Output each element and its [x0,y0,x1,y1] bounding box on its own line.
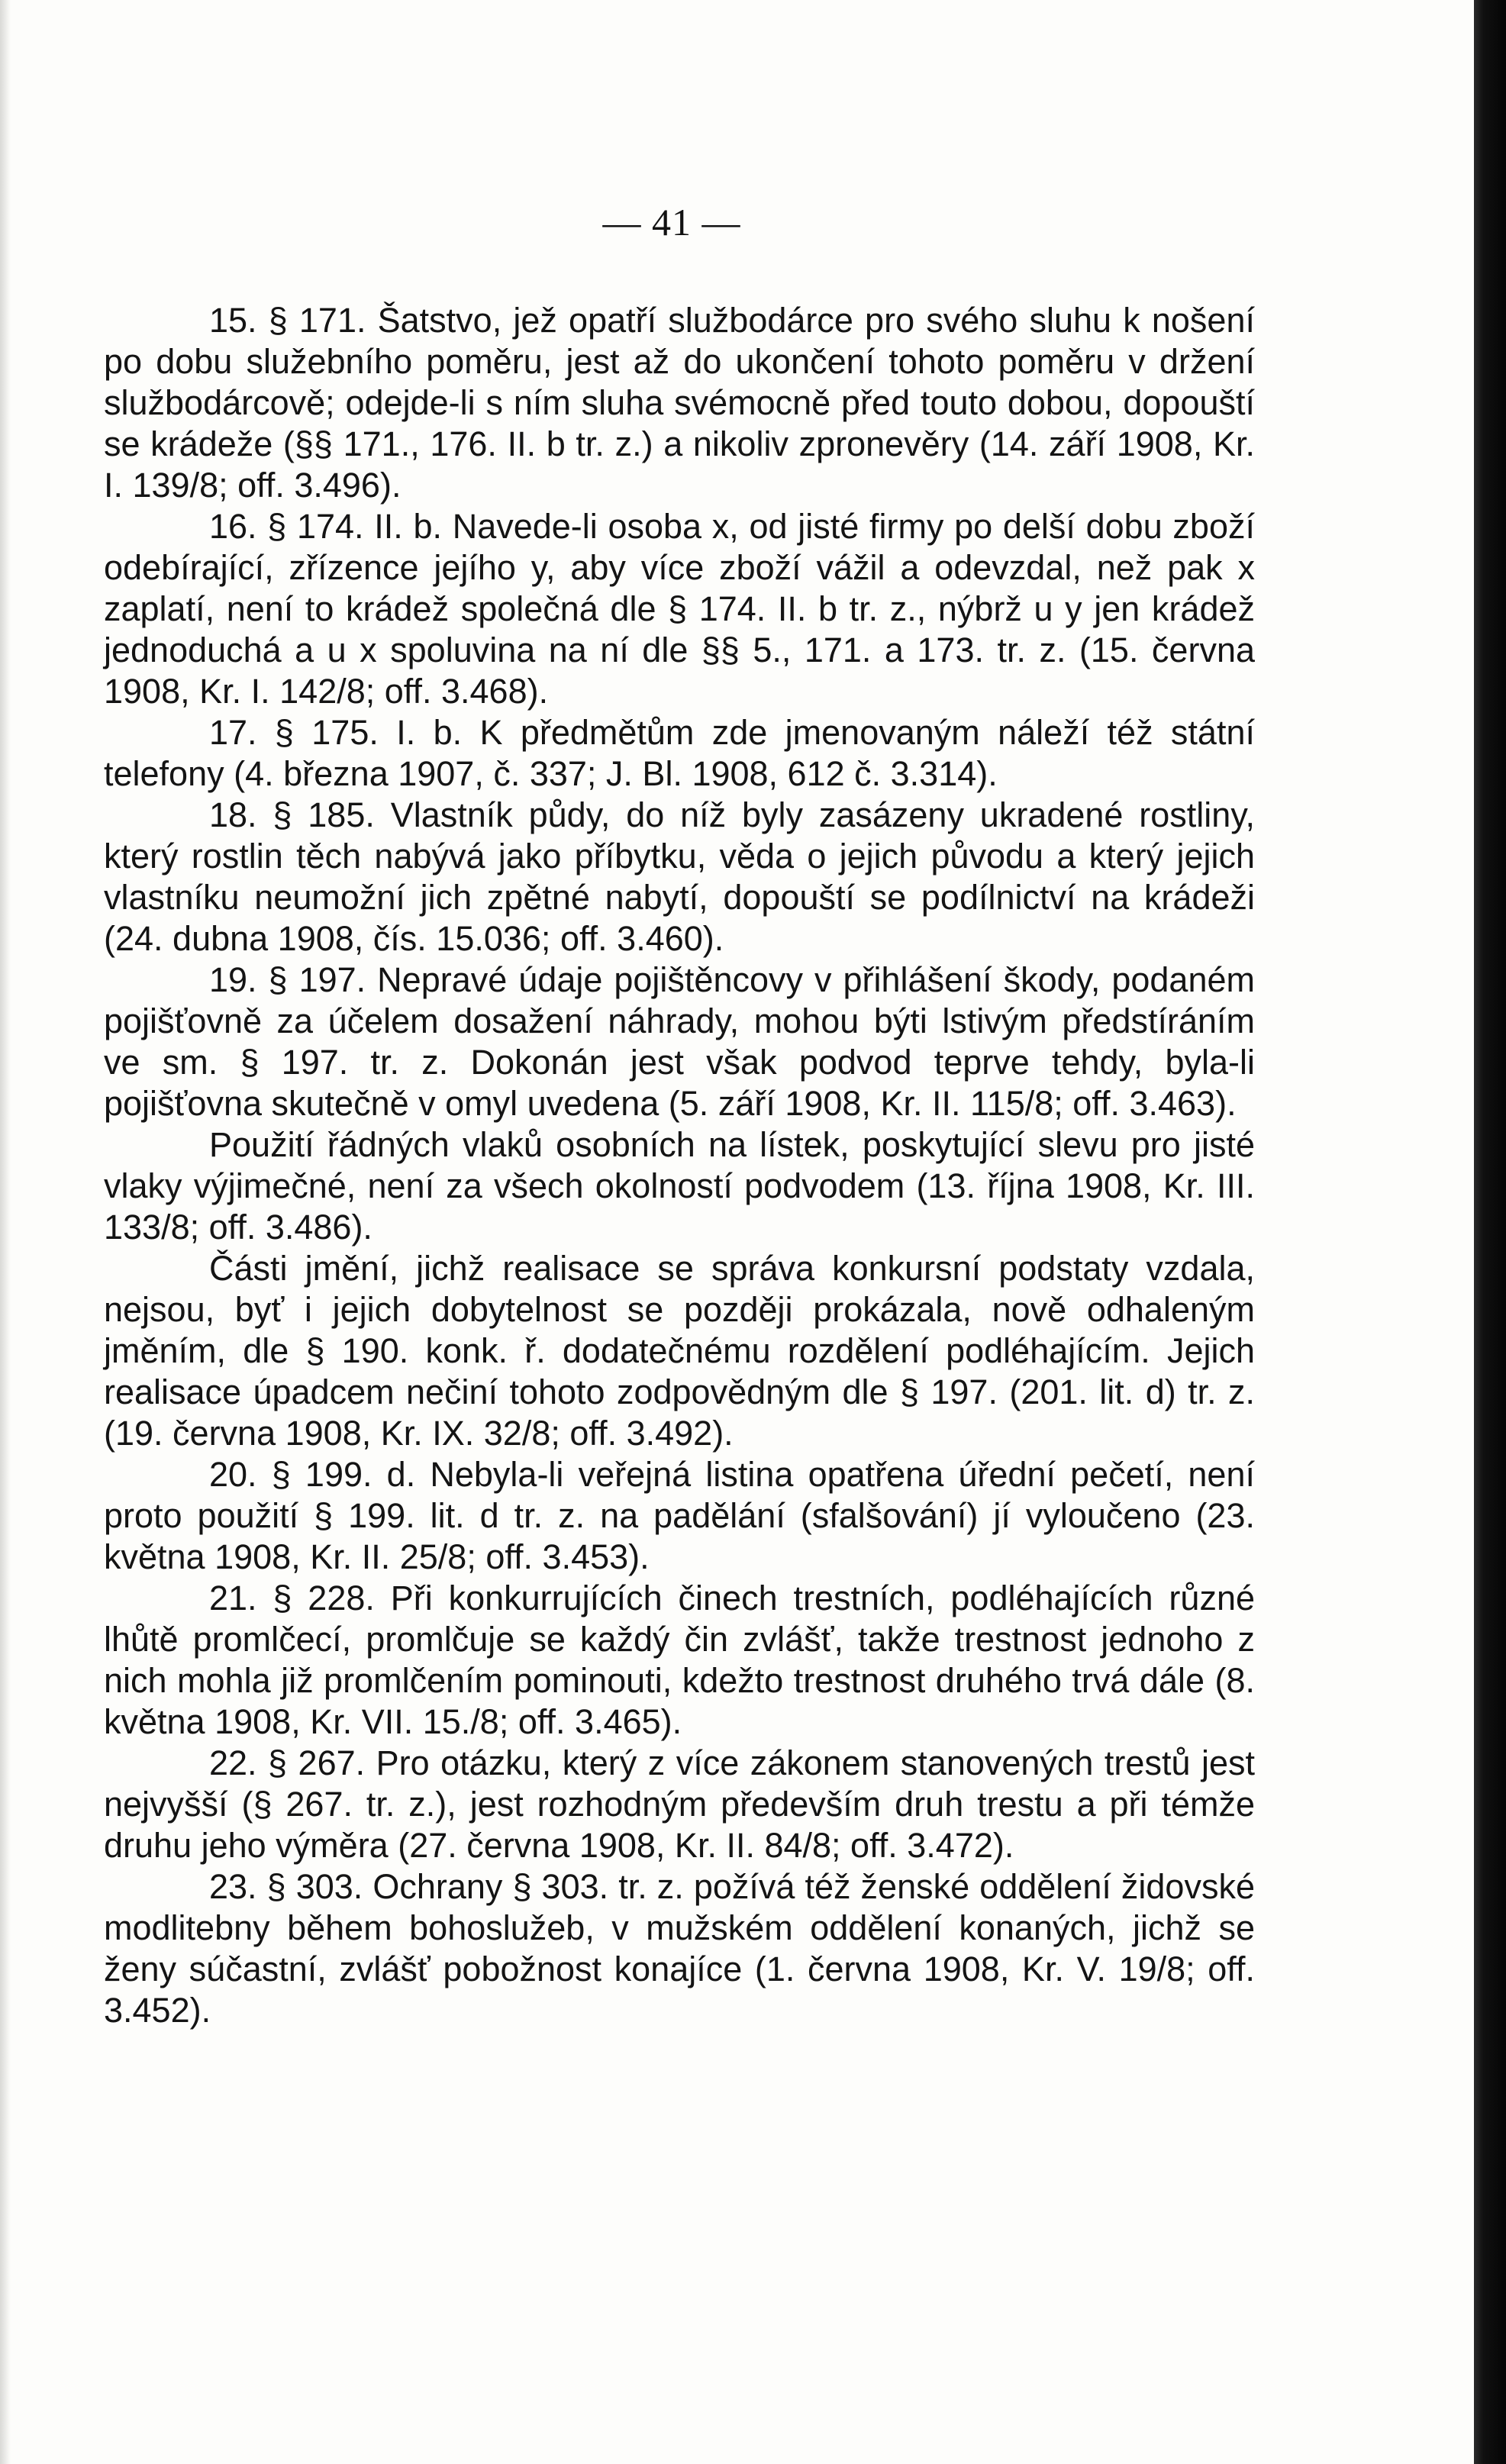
paragraph-17: 17. § 175. I. b. K předmětům zde jmenovaným náleží též státní telefony (4. března 1907, č. 337; J. Bl. 1908, 612 č. 3.314). [104,713,1255,793]
paragraph-22: 22. § 267. Pro otázku, který z více zákonem stanovených trestů jest nejvyšší (§ 267. tr. z.), jest rozhodným především druh trestu a při témže druhu jeho výměra (27. června 1908, Kr. II. 84/8; off. 3.472). [104,1743,1255,1865]
paragraph-19: 19. § 197. Nepravé údaje pojištěncovy v přihlášení škody, podaném pojišťovně za účelem dosažení náhrady, mohou býti lstivým předstíráním ve sm. § 197. tr. z. Dokonán jest však podvod teprve tehdy, byla-li pojišťovna skutečně v omyl uvedena (5. září 1908, Kr. II. 115/8; off. 3.463). [104,960,1255,1123]
body-text [104,300,1255,2031]
paragraph-16: 16. § 174. II. b. Navede-li osoba x, od jisté firmy po delší dobu zboží odebírající, zřízence jejího y, aby více zboží vážil a odevzdal, než pak x zaplatí, není to krádež společná dle § 174. II. b tr. z., nýbrž u y jen krádež jednoduchá a u x spoluvina na ní dle §§ 5., 171. a 173. tr. z. (15. června 1908, Kr. I. 142/8; off. 3.468). [104,507,1255,711]
paragraph-20: 20. § 199. d. Nebyla-li veřejná listina opatřena úřední pečetí, není proto použití § 199. lit. d tr. z. na padělání (sfalšování) jí vyloučeno (23. května 1908, Kr. II. 25/8; off. 3.453). [104,1455,1255,1576]
page-left-shadow [0,0,11,2464]
paragraph-19-konkurs: Části jmění, jichž realisace se správa konkursní podstaty vzdala, nejsou, byť i jejich dobytelnost se později prokázala, nově odhaleným jměním, dle § 190. konk. ř. dodatečnému rozdělení podléhajícím. Jejich realisace úpadcem nečiní tohoto zodpovědným dle § 197. (201. lit. d) tr. z. (19. června 1908, Kr. IX. 32/8; off. 3.492). [104,1249,1255,1453]
paragraph-23: 23. § 303. Ochrany § 303. tr. z. požívá též ženské oddělení židovské modlitebny během bohoslužeb, v mužském oddělení konaných, jichž se ženy súčastní, zvlášť pobožnost konajíce (1. června 1908, Kr. V. 19/8; off. 3.452). [104,1867,1255,2030]
paragraph-21: 21. § 228. Při konkurrujících činech trestních, podléhajících různé lhůtě promlčecí, promlčuje se každý čin zvlášť, takže trestnost jednoho z nich mohla již promlčením pominouti, kdežto trestnost druhého trvá dále (8. května 1908, Kr. VII. 15./8; off. 3.465). [104,1579,1255,1741]
page-number-header: — 41 — [602,201,741,243]
paragraph-19-vlaky: Použití řádných vlaků osobních na lístek, poskytující slevu pro jisté vlaky výjimečné, není za všech okolností podvodem (13. října 1908, Kr. III. 133/8; off. 3.486). [104,1125,1255,1247]
paragraph-18: 18. § 185. Vlastník půdy, do níž byly zasázeny ukradené rostliny, který rostlin těch nabývá jako příbytku, věda o jejich původu a který jejich vlastníku neumožní jich zpětné nabytí, dopouští se podílnictví na krádeži (24. dubna 1908, čís. 15.036; off. 3.460). [104,795,1255,958]
page-binding-edge [1474,0,1506,2464]
paragraph-15: 15. § 171. Šatstvo, jež opatří službodárce pro svého sluhu k nošení po dobu služebního poměru, jest až do ukončení tohoto poměru v držení službodárcově; odejde-li s ním sluha svémocně před touto dobou, dopouští se krádeže (§§ 171., 176. II. b tr. z.) a nikoliv zpronevěry (14. září 1908, Kr. I. 139/8; off. 3.496). [104,301,1255,505]
